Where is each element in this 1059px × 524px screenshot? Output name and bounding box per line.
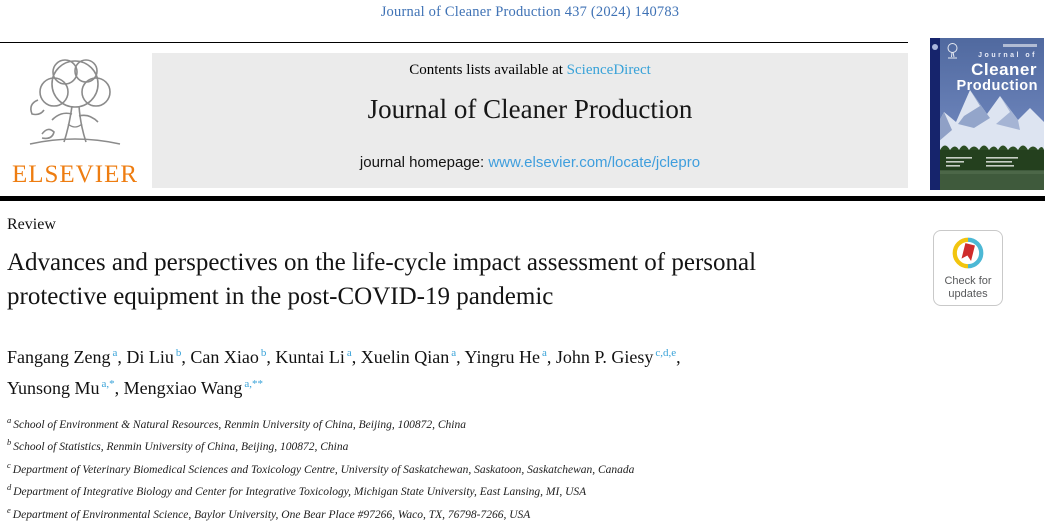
header-top-rule — [0, 42, 908, 43]
header-bottom-rule — [0, 196, 1045, 201]
homepage-line — [152, 154, 908, 171]
affiliation-sup: d — [7, 482, 12, 493]
author-affiliation-link[interactable]: a — [451, 347, 457, 359]
article-title — [7, 246, 917, 314]
affiliation-sup: a — [7, 415, 12, 425]
author-affiliation-link[interactable]: a — [346, 347, 352, 359]
check-for-updates-badge[interactable] — [933, 230, 1003, 306]
cover-spine-dot — [932, 44, 938, 50]
author: John P. Giesy $^{c,d,e}$, — [555, 347, 681, 367]
sciencedirect-link[interactable]: ScienceDirect — [566, 62, 651, 78]
journal-header-box — [152, 53, 908, 188]
cover-title-line1: Cleaner — [971, 60, 1037, 79]
affiliation-text: Department of Environmental Science, Baylor University, One Bear Place #97266, Waco, TX, 76798-7266, USA — [12, 508, 531, 521]
author-affiliation-link[interactable]: a — [541, 347, 547, 359]
author-name: Di Liu — [126, 347, 174, 367]
homepage-prefix: journal homepage: — [359, 154, 489, 171]
author-name: Kuntai Li — [275, 347, 345, 367]
affiliation-line — [7, 502, 957, 524]
author: Fangang Zeng $^a$, — [7, 347, 127, 367]
author: Kuntai Li $^a$, — [275, 347, 361, 367]
journal-title: Journal of Cleaner Production — [367, 94, 693, 124]
affiliation-line — [7, 434, 957, 456]
homepage-link[interactable]: www.elsevier.com/locate/jclepro — [488, 154, 701, 171]
author: Xuelin Qian $^a$, — [360, 347, 465, 367]
journal-citation-link[interactable]: Journal of Cleaner Production 437 (2024) 140783 — [380, 4, 680, 20]
elsevier-wordmark: ELSEVIER — [11, 161, 139, 188]
affiliation-sup: e — [7, 504, 11, 515]
author-affiliation-link[interactable]: a,** — [244, 378, 263, 390]
article-type-label: Review — [7, 216, 56, 233]
author-affiliation-link[interactable]: b — [260, 347, 267, 359]
author-name: Mengxiao Wang — [123, 378, 243, 398]
affiliation-text: Department of Integrative Biology and Center for Integrative Toxicology, Michigan State University, East Lansing, MI, USA — [13, 486, 587, 499]
author-name: Xuelin Qian — [360, 347, 450, 367]
author — [124, 378, 263, 398]
affiliation-line — [7, 479, 957, 501]
cover-issn-text — [1003, 44, 1037, 47]
article-title-line2: protective equipment in the post-COVID-19 pandemic — [7, 283, 554, 310]
author-name: Can Xiao — [190, 347, 259, 367]
author-affiliation-link[interactable]: b — [175, 347, 182, 359]
affiliation-list — [7, 412, 957, 524]
affiliation-text: School of Environment & Natural Resources, Renmin University of China, Beijing, 100872, China — [13, 418, 466, 431]
affiliation-line — [7, 412, 957, 434]
author: Yingru He $^a$, — [464, 347, 556, 367]
cover-title-line2: Production — [956, 78, 1038, 94]
cover-title-small: Journal of — [978, 52, 1037, 59]
elsevier-logo — [6, 54, 144, 188]
author-list — [7, 340, 927, 402]
author-affiliation-link[interactable]: c,d,e — [655, 347, 677, 359]
journal-cover-image — [930, 38, 1044, 190]
affiliation-text: School of Statistics, Renmin University of China, Beijing, 100872, China — [13, 441, 349, 454]
contents-prefix: Contents lists available at — [409, 62, 567, 78]
author-affiliation-link[interactable]: a — [112, 347, 118, 359]
cover-spine — [930, 38, 940, 190]
elsevier-tree-icon — [16, 145, 134, 162]
author-name: Fangang Zeng — [7, 347, 111, 367]
affiliation-sup: c — [7, 459, 11, 470]
crossmark-icon — [951, 257, 985, 274]
author: Di Liu $^b$, — [126, 347, 191, 367]
author-name: Yunsong Mu — [7, 378, 100, 398]
badge-label-line1: Check for — [944, 275, 992, 287]
badge-label-line2: updates — [948, 288, 988, 300]
author-name: Yingru He — [464, 347, 540, 367]
contents-line — [152, 62, 908, 79]
affiliation-sup: b — [7, 437, 12, 448]
article-title-line1: Advances and perspectives on the life-cycle impact assessment of personal — [7, 249, 757, 276]
author: Yunsong Mu $^{a,*}$, — [7, 378, 124, 398]
author-affiliation-link[interactable]: a,* — [101, 378, 115, 390]
affiliation-line — [7, 457, 957, 479]
author: Can Xiao $^b$, — [190, 347, 276, 367]
author-name: John P. Giesy — [555, 347, 654, 367]
affiliation-text: Department of Veterinary Biomedical Sciences and Toxicology Centre, University of Saskatchewan, Saskatoon, Saskatchewan, Canada — [12, 463, 635, 476]
